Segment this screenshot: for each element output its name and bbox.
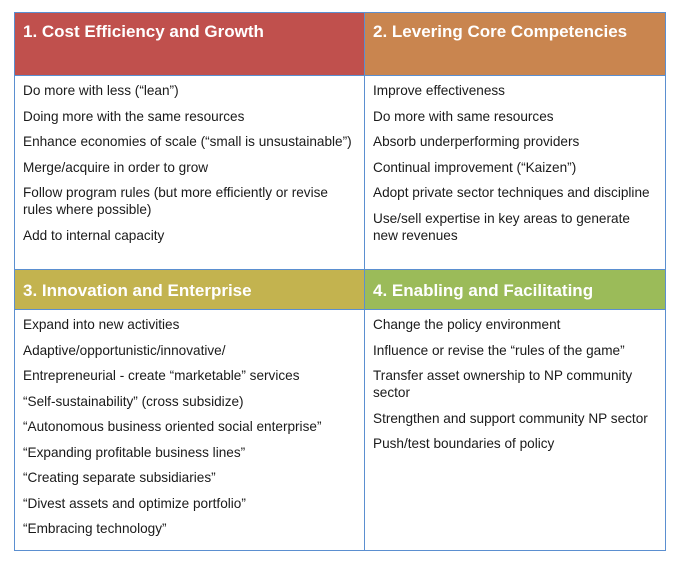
quadrant-header: 2. Levering Core Competencies xyxy=(365,13,665,76)
quadrant-item-list xyxy=(15,76,364,244)
quadrant-item-list xyxy=(365,76,665,244)
list-item: Merge/acquire in order to grow xyxy=(23,159,209,175)
quadrant-item-list xyxy=(15,310,364,537)
list-item: Doing more with the same resources xyxy=(23,108,245,124)
list-item: Adaptive/opportunistic/innovative/ xyxy=(23,342,226,358)
list-item: “Autonomous business oriented social enterprise” xyxy=(23,419,322,434)
quadrant-item-list xyxy=(365,310,665,452)
list-item: Do more with less (“lean”) xyxy=(23,83,179,98)
list-item: Change the policy environment xyxy=(373,317,561,332)
quadrant-enabling-facilitating xyxy=(365,270,665,550)
list-item: Do more with same resources xyxy=(373,108,554,124)
list-item: Add to internal capacity xyxy=(23,227,165,243)
list-item: Continual improvement (“Kaizen”) xyxy=(373,159,577,175)
quadrant-header: 4. Enabling and Facilitating xyxy=(365,270,665,310)
list-item: Follow program rules (but more efficiently or revise rules where possible) xyxy=(23,185,328,217)
list-item: Improve effectiveness xyxy=(373,83,505,98)
list-item: Strengthen and support community NP sector xyxy=(373,410,648,426)
quadrant-innovation-enterprise xyxy=(15,270,365,550)
list-item: “Embracing technology” xyxy=(23,521,167,536)
quadrant-header: 1. Cost Efficiency and Growth xyxy=(15,13,364,76)
list-item: Absorb underperforming providers xyxy=(373,134,580,149)
list-item: Entrepreneurial - create “marketable” services xyxy=(23,368,300,383)
list-item: “Self-sustainability” (cross subsidize) xyxy=(23,393,244,409)
list-item: Influence or revise the “rules of the game” xyxy=(373,342,625,358)
list-item: Transfer asset ownership to NP community sector xyxy=(373,368,633,400)
list-item: Expand into new activities xyxy=(23,317,180,332)
strategy-quadrant-table xyxy=(14,12,666,551)
list-item: “Creating separate subsidiaries” xyxy=(23,470,216,485)
list-item: Adopt private sector techniques and discipline xyxy=(373,185,650,200)
list-item: “Expanding profitable business lines” xyxy=(23,444,246,460)
quadrant-core-competencies xyxy=(365,13,665,270)
quadrant-header: 3. Innovation and Enterprise xyxy=(15,270,364,310)
list-item: Push/test boundaries of policy xyxy=(373,436,555,451)
list-item: Use/sell expertise in key areas to generate new revenues xyxy=(373,210,630,243)
list-item: Enhance economies of scale (“small is unsustainable”) xyxy=(23,134,352,149)
list-item: “Divest assets and optimize portfolio” xyxy=(23,495,246,511)
quadrant-cost-efficiency xyxy=(15,13,365,270)
